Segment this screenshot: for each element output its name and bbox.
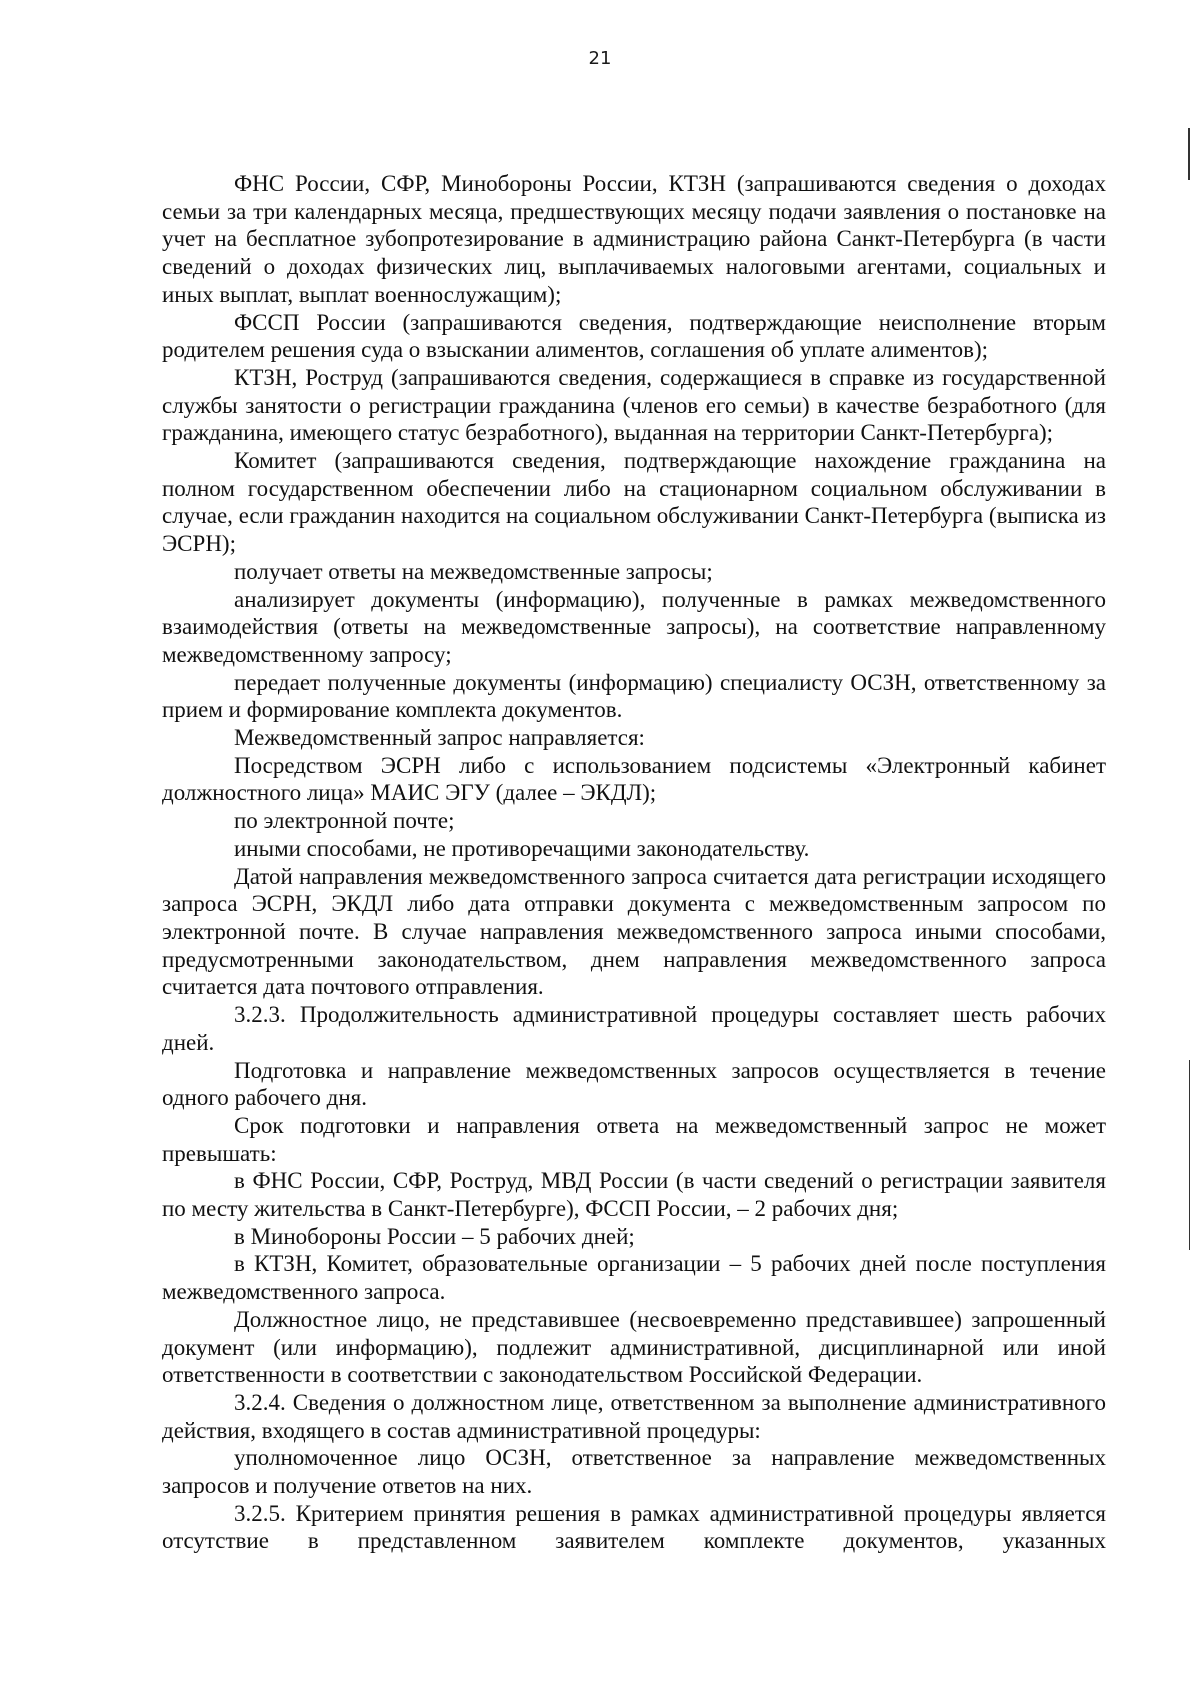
paragraph: в КТЗН, Комитет, образовательные организации – 5 рабочих дней после поступления межведомственного запроса. [162,1251,1106,1305]
paragraph: ФНС России, СФР, Минобороны России, КТЗН (запрашиваются сведения о доходах семьи за три календарных месяца, предшествующих месяцу подачи заявления о постановке на учет на бесплатное зубопротезирование в администрацию района Санкт-Петербурга (в части сведений о доходах физических лиц, выплачиваемых налоговыми агентами, социальных и иных выплат, выплат военнослужащим); [162,171,1106,307]
paragraph: анализирует документы (информацию), полученные в рамках межведомственного взаимодействия (ответы на межведомственные запросы), на соответствие направленному межведомственному запросу; [162,586,1106,667]
paragraph: Датой направления межведомственного запроса считается дата регистрации исходящего запроса ЭСРН, ЭКДЛ либо дата отправки документа с межведомственным запросом по электронной почте. В случае направления межведомственного запроса иными способами, предусмотренными законодательством, днем направления межведомственного запроса считается дата почтового отправления. [162,863,1106,1000]
paragraph: Посредством ЭСРН либо с использованием подсистемы «Электронный кабинет должностного лица» МАИС ЭГУ (далее – ЭКДЛ); [162,752,1106,806]
paragraph: Комитет (запрашиваются сведения, подтверждающие нахождение гражданина на полном государственном обеспечении либо на стационарном социальном обслуживании в случае, если гражданин находится на социальном обслуживании Санкт-Петербурга (выписка из ЭСРН); [162,448,1106,557]
paragraph: Должностное лицо, не представившее (несвоевременно представившее) запрошенный документ (или информацию), подлежит административной, дисциплинарной или иной ответственности в соответствии с законодательством Российской Федерации. [162,1306,1106,1388]
paragraph: в ФНС России, СФР, Роструд, МВД России (в части сведений о регистрации заявителя по месту жительства в Санкт-Петербурге), ФССП России, – 2 рабочих дня; [162,1168,1106,1222]
scan-edge-mark [1188,128,1190,180]
paragraph: получает ответы на межведомственные запросы; [234,558,713,584]
paragraph: по электронной почте; [234,808,455,834]
paragraph: Подготовка и направление межведомственных запросов осуществляется в течение одного рабочего дня. [162,1057,1106,1111]
paragraph: в Минобороны России – 5 рабочих дней; [234,1223,635,1249]
paragraph: Срок подготовки и направления ответа на межведомственный запрос не может превышать: [162,1112,1106,1166]
paragraph: ФССП России (запрашиваются сведения, подтверждающие неисполнение вторым родителем решения суда о взыскании алиментов, соглашения об уплате алиментов); [162,309,1106,363]
paragraph: Межведомственный запрос направляется: [234,725,645,751]
paragraph: 3.2.3. Продолжительность административной процедуры составляет шесть рабочих дней. [162,1002,1106,1055]
paragraph: иными способами, не противоречащими законодательству. [234,835,810,861]
paragraph: уполномоченное лицо ОСЗН, ответственное за направление межведомственных запросов и получение ответов на них. [162,1445,1106,1499]
document-body [162,170,1106,1555]
paragraph: КТЗН, Роструд (запрашиваются сведения, содержащиеся в справке из государственной службы занятости о регистрации гражданина (членов его семьи) в качестве безработного (для гражданина, имеющего статус безработного), выданная на территории Санкт-Петербурга); [162,364,1106,446]
paragraph: передает полученные документы (информацию) специалисту ОСЗН, ответственному за прием и формирование комплекта документов. [162,669,1106,723]
paragraph: 3.2.4. Сведения о должностном лице, ответственном за выполнение административного действия, входящего в состав административной процедуры: [162,1389,1106,1443]
scan-edge-mark [1189,1060,1190,1250]
page-number: 21 [588,48,612,69]
paragraph: 3.2.5. Критерием принятия решения в рамках административной процедуры является отсутствие в представленном заявителем комплекте документов, указанных [162,1500,1106,1554]
